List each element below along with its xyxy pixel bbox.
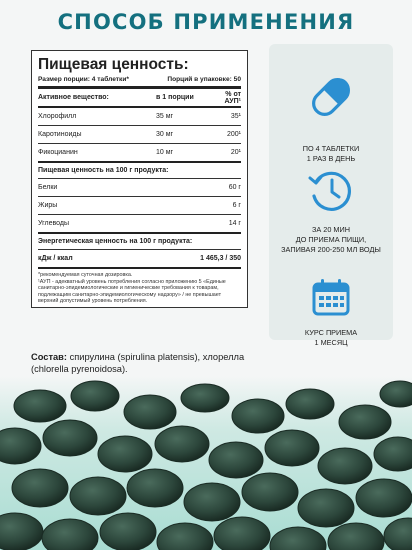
- tablets-photo: [0, 376, 412, 550]
- active-header-row: [38, 89, 241, 108]
- step-course-line2: 1 МЕСЯЦ: [314, 338, 348, 347]
- nutrient-name: Углеводы: [38, 220, 70, 227]
- serving-header: [38, 74, 241, 89]
- composition-label: Состав:: [31, 352, 67, 362]
- energy-value: 1 465,3 / 350: [200, 255, 241, 262]
- table-row: [38, 197, 241, 215]
- energy-title-text: Энергетическая ценность на 100 г продукта:: [38, 238, 193, 245]
- per100-title: [38, 163, 241, 179]
- capsule-icon: [301, 66, 361, 128]
- step-timing: [269, 168, 393, 255]
- item-percent: 20¹: [230, 149, 241, 156]
- table-row: [38, 215, 241, 234]
- table-row: [38, 144, 241, 163]
- percent-col-label: % от АУП¹: [224, 90, 241, 105]
- page-title: СПОСОБ ПРИМЕНЕНИЯ: [57, 10, 355, 34]
- active-col-label: Активное вещество:: [38, 94, 109, 101]
- nutrient-name: Белки: [38, 184, 58, 191]
- composition: [31, 351, 261, 375]
- step-timing-line3: ЗАПИВАЯ 200-250 МЛ ВОДЫ: [281, 245, 381, 254]
- portion-col-label: в 1 порции: [156, 94, 194, 101]
- calendar-icon: [311, 278, 351, 316]
- step-dosage: [269, 66, 393, 164]
- item-percent: 35¹: [230, 113, 241, 120]
- spirulina-tablets-image: [0, 376, 412, 550]
- item-name: Хлорофилл: [38, 113, 77, 120]
- table-row: [38, 179, 241, 197]
- energy-row: [38, 250, 241, 269]
- energy-title: [38, 234, 241, 250]
- nutrient-value: 14 г: [228, 220, 241, 227]
- step-timing-line1: ЗА 20 МИН: [311, 225, 351, 234]
- table-row: [38, 108, 241, 126]
- step-course: [269, 278, 393, 316]
- item-percent: 200¹: [226, 131, 241, 138]
- footnote-aup: ¹АУП - адекватный уровень потребления согласно приложению 5 «Единые санитарно-эпидемиологические и гигиенические требования к товарам, подлежащим санитарно-эпидемиологическому надзору» / не превышает верхний допустимый уровень потребления.: [38, 278, 226, 305]
- item-amount: 10 мг: [156, 149, 174, 156]
- usage-card: [269, 44, 393, 347]
- step-dosage-line2: 1 РАЗ В ДЕНЬ: [306, 154, 356, 163]
- step-timing-line2: ДО ПРИЕМА ПИЩИ,: [295, 235, 367, 244]
- per100-title-text: Пищевая ценность на 100 г продукта:: [38, 167, 169, 174]
- serving-size: Размер порции: 4 таблетки*: [38, 76, 129, 83]
- footnote-dosage: *рекомендуемая суточная дозировка.: [38, 272, 133, 278]
- step-dosage-line1: ПО 4 ТАБЛЕТКИ: [302, 144, 360, 153]
- item-amount: 30 мг: [156, 131, 174, 138]
- nutrition-facts-panel: [31, 50, 248, 308]
- clock-icon: [306, 168, 356, 212]
- item-name: Фикоцианин: [38, 149, 78, 156]
- composition-text: спирулина (spirulina platensis), хлорелла (chlorella pyrenoidosa).: [31, 352, 245, 374]
- servings-per-pack: Порций в упаковке: 50: [167, 76, 241, 83]
- nutrient-value: 6 г: [232, 202, 241, 209]
- item-amount: 35 мг: [156, 113, 174, 120]
- nutrition-title: Пищевая ценность:: [38, 56, 189, 73]
- footnotes: [38, 269, 241, 305]
- energy-label: кДж / ккал: [38, 255, 73, 262]
- nutrient-value: 60 г: [228, 184, 241, 191]
- nutrient-name: Жиры: [38, 202, 58, 209]
- table-row: [38, 126, 241, 144]
- item-name: Каротиноиды: [38, 131, 82, 138]
- step-course-line1: КУРС ПРИЕМА: [304, 328, 358, 337]
- step-course-text: [269, 330, 393, 348]
